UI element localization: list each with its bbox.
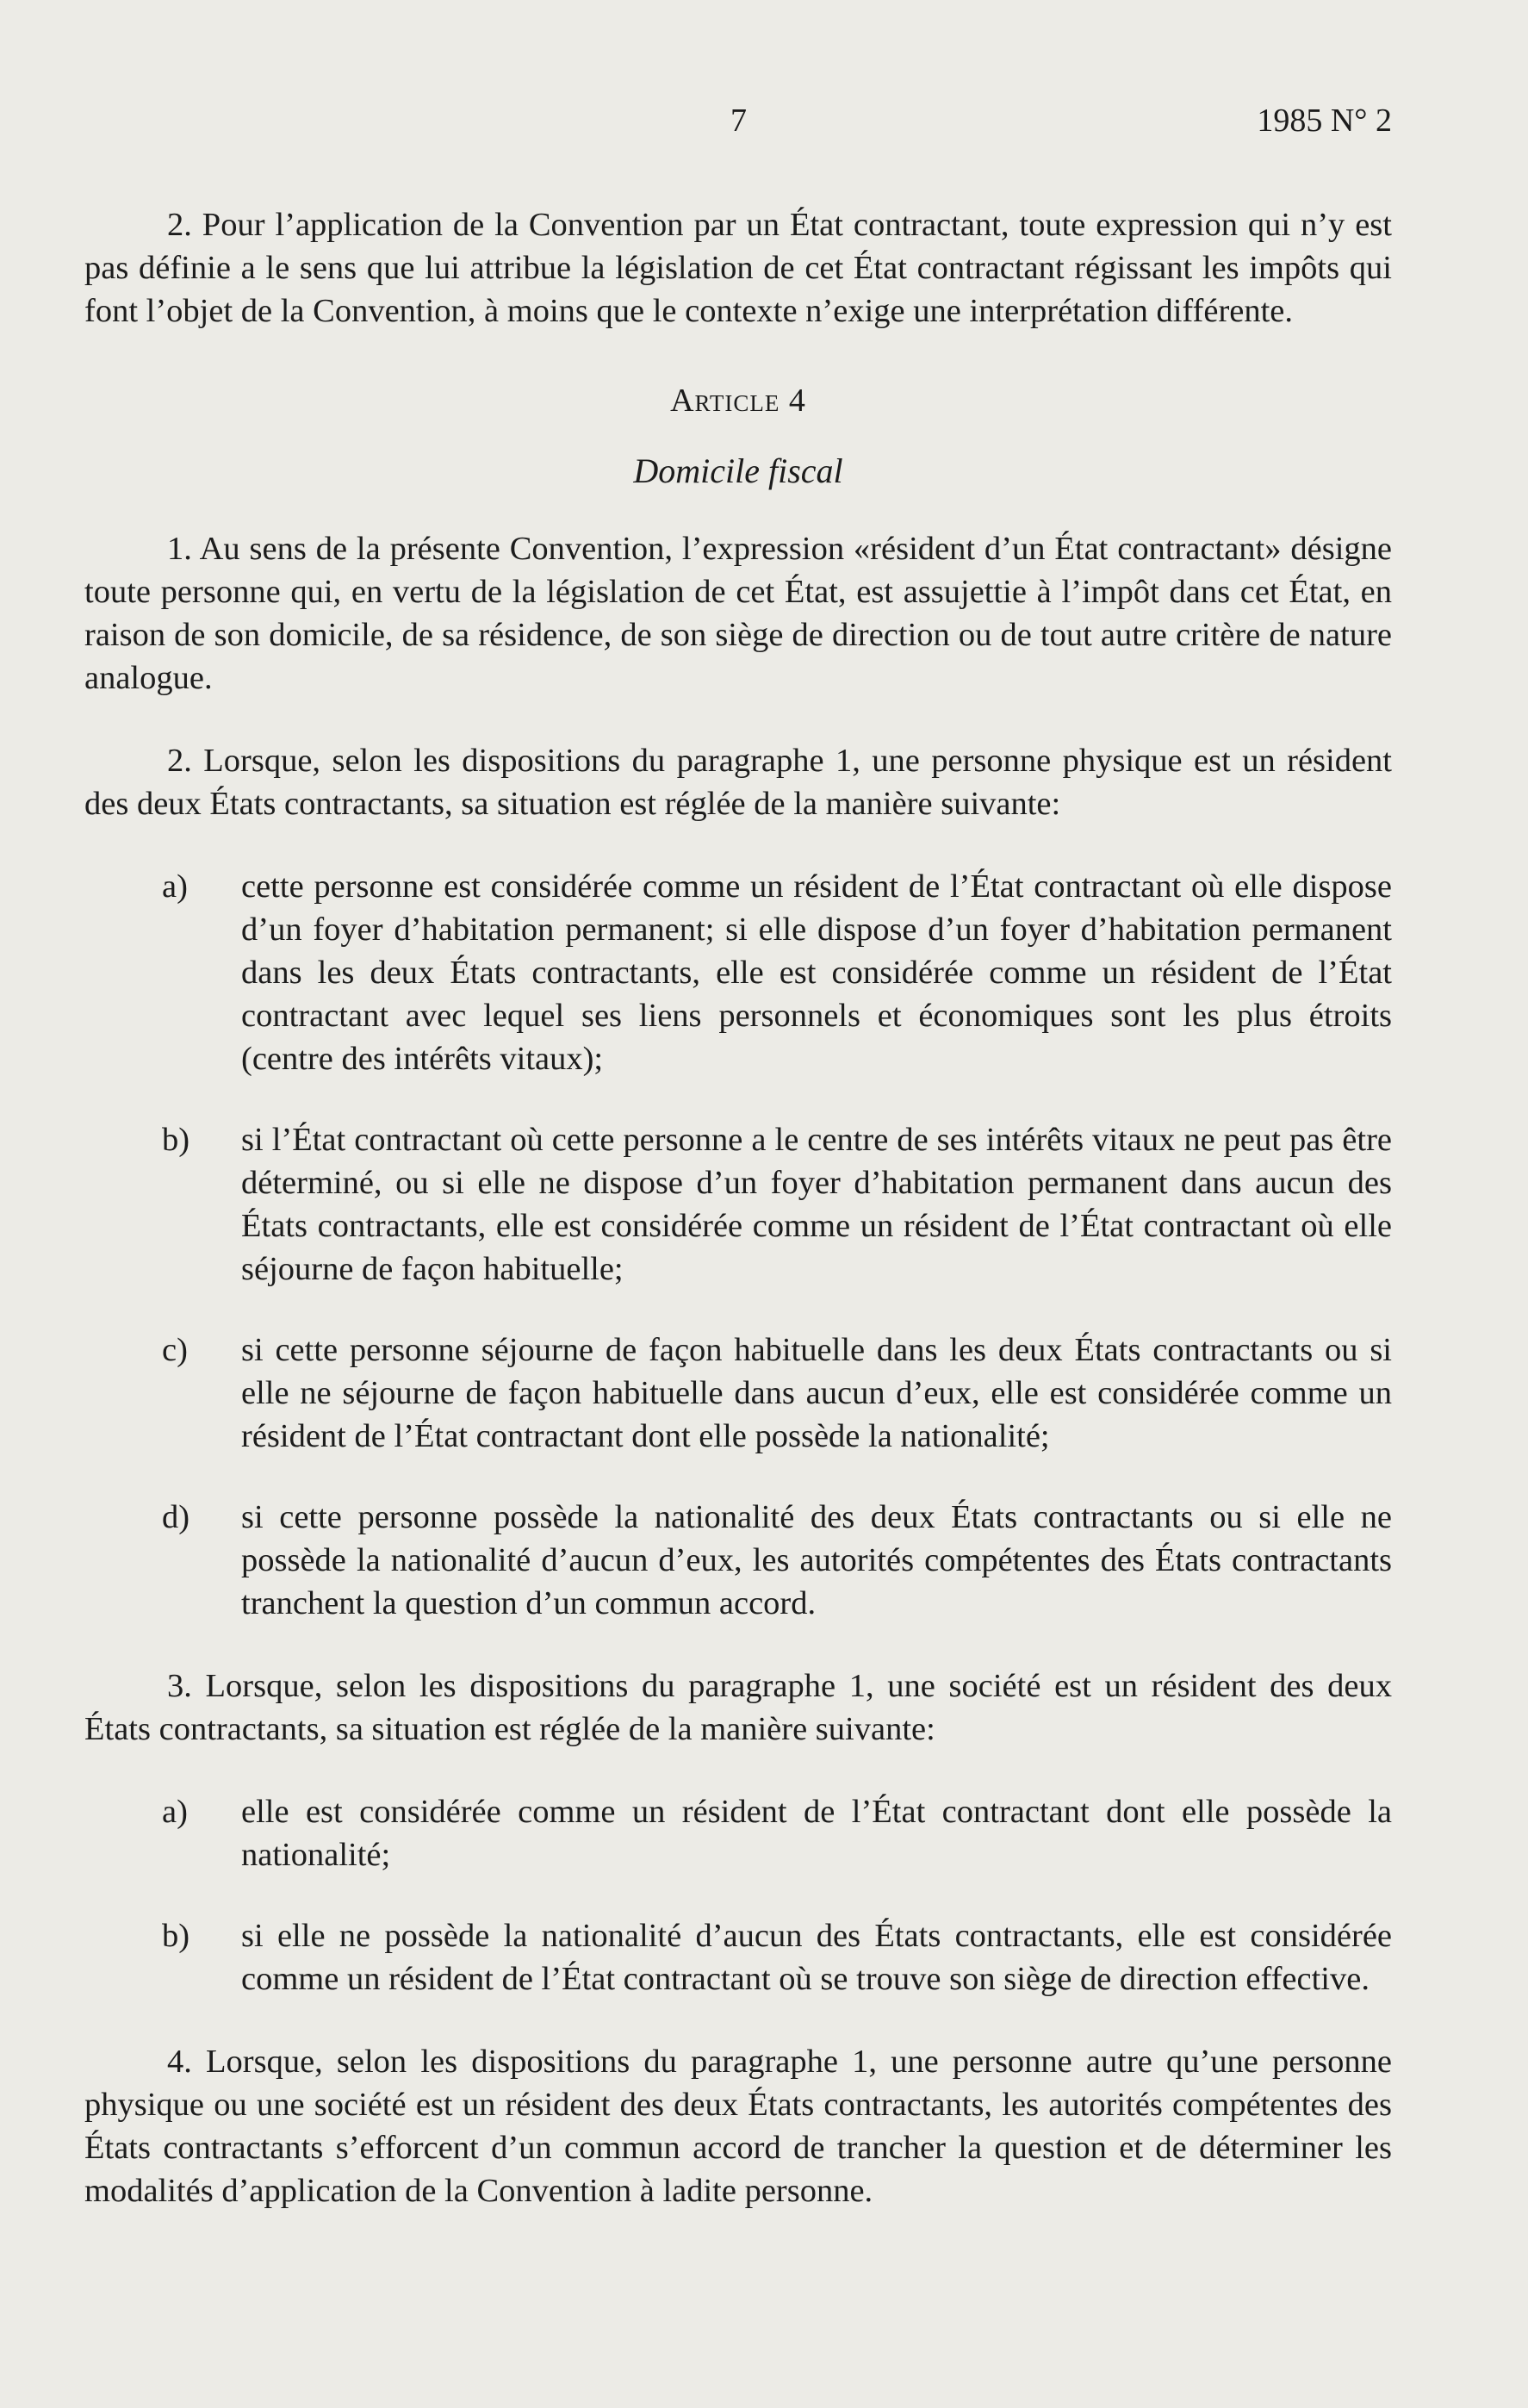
list-item bbox=[84, 1328, 1392, 1458]
article-subtitle: Domicile fiscal bbox=[633, 451, 843, 490]
paragraph-2-list bbox=[84, 865, 1392, 1625]
list-item bbox=[84, 1914, 1392, 2000]
list-marker: b) bbox=[162, 1122, 190, 1158]
list-marker: a) bbox=[162, 1794, 188, 1830]
article4-paragraph-1: 1. Au sens de la présente Convention, l’expression «résident d’un État contractant» désigne toute personne qui, en vertu de la législation de cet État, est assujettie à l’impôt dans cet État, en raison de son domicile, de sa résidence, de son siège de direction ou de tout autre critère de nature analogue. bbox=[84, 531, 1392, 696]
article-heading: Article 4 bbox=[670, 383, 806, 419]
list-marker: c) bbox=[162, 1332, 188, 1368]
page-number: 7 bbox=[730, 103, 747, 139]
article4-paragraph-2: 2. Lorsque, selon les dispositions du paragraphe 1, une personne physique est un résident des deux États contractants, sa situation est réglée de la manière suivante: bbox=[84, 743, 1392, 822]
list-marker: a) bbox=[162, 868, 188, 905]
list-item-text: si elle ne possède la nationalité d’aucun des États contractants, elle est considérée comme un résident de l’État contractant où se trouve son siège de direction effective. bbox=[241, 1918, 1392, 1997]
list-item-text: cette personne est considérée comme un résident de l’État contractant où elle dispose d’un foyer d’habitation permanent; si elle dispose d’un foyer d’habitation permanent dans les deux États contractants, elle est considérée comme un résident de l’État contractant avec lequel ses liens personnels et économiques sont les plus étroits (centre des intérêts vitaux); bbox=[241, 868, 1392, 1077]
list-item bbox=[84, 865, 1392, 1080]
paragraph-3-list bbox=[84, 1790, 1392, 2000]
list-item-text: elle est considérée comme un résident de l’État contractant dont elle possède la nationalité; bbox=[241, 1794, 1392, 1873]
list-marker: d) bbox=[162, 1499, 190, 1535]
document-reference: 1985 N° 2 bbox=[1257, 103, 1392, 139]
article3-paragraph-2: 2. Pour l’application de la Convention par un État contractant, toute expression qui n’y est pas définie a le sens que lui attribue la législation de cet État contractant régissant les impôts qui font l’objet de la Convention, à moins que le contexte n’exige une interprétation différente. bbox=[84, 207, 1392, 329]
list-item-text: si l’État contractant où cette personne a le centre de ses intérêts vitaux ne peut pas être déterminé, ou si elle ne dispose d’un foyer d’habitation permanent dans aucun des États contractants, elle est considérée comme un résident de l’État contractant où elle séjourne de façon habituelle; bbox=[241, 1122, 1392, 1287]
list-item bbox=[84, 1118, 1392, 1291]
list-marker: b) bbox=[162, 1918, 190, 1954]
list-item bbox=[84, 1496, 1392, 1625]
article4-paragraph-3: 3. Lorsque, selon les dispositions du paragraphe 1, une société est un résident des deux États contractants, sa situation est réglée de la manière suivante: bbox=[84, 1668, 1392, 1747]
list-item-text: si cette personne possède la nationalité des deux États contractants ou si elle ne possède la nationalité d’aucun d’eux, les autorités compétentes des États contractants tranchent la question d’un commun accord. bbox=[241, 1499, 1392, 1621]
list-item bbox=[84, 1790, 1392, 1876]
article4-paragraph-4: 4. Lorsque, selon les dispositions du paragraphe 1, une personne autre qu’une personne physique ou une société est un résident des deux États contractants, les autorités compétentes des États contractants s’efforcent d’un commun accord de trancher la question et de déterminer les modalités d’application de la Convention à ladite personne. bbox=[84, 2044, 1392, 2209]
document-body bbox=[84, 203, 1392, 2252]
list-item-text: si cette personne séjourne de façon habituelle dans les deux États contractants ou si elle ne séjourne de façon habituelle dans aucun d’eux, elle est considérée comme un résident de l’État contractant dont elle possède la nationalité; bbox=[241, 1332, 1392, 1454]
page-header bbox=[0, 102, 1528, 153]
